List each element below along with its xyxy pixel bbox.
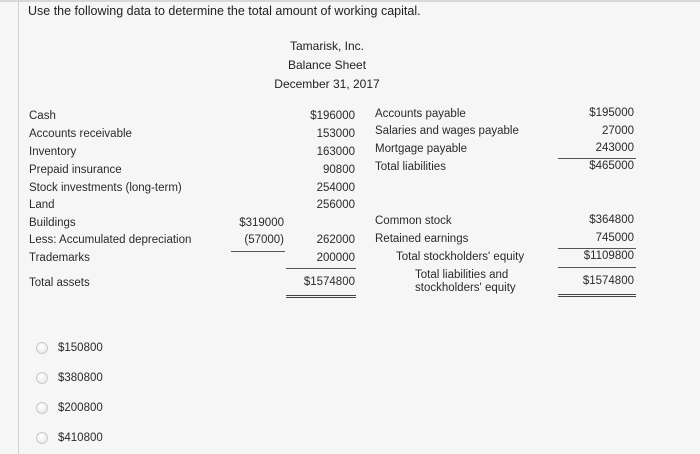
- top-border: [0, 0, 700, 2]
- liab-equity-double-rule-top: [558, 294, 636, 295]
- buildings-subtotal-rule: [231, 251, 285, 252]
- answer-option-label: $380800: [58, 372, 103, 384]
- left-border: [18, 0, 19, 454]
- asset-label-total-assets: Total assets: [29, 277, 90, 289]
- equity-label-common-stock: Common stock: [375, 215, 452, 227]
- liabilities-total-rule: [558, 158, 636, 159]
- liab-equity-total-rule: [558, 267, 636, 268]
- liability-value-total-liabilities: $465000: [589, 160, 634, 172]
- answer-option-4[interactable]: [36, 430, 103, 446]
- liability-value-accounts-payable: $195000: [589, 107, 634, 119]
- asset-value-accounts-receivable: 153000: [316, 128, 355, 140]
- answer-option-label: $200800: [58, 402, 103, 414]
- asset-label-buildings: Buildings: [29, 217, 76, 229]
- answer-option-label: $410800: [58, 432, 103, 444]
- liab-equity-double-rule-bottom: [558, 296, 636, 297]
- asset-label-cash: Cash: [29, 110, 56, 122]
- asset-label-inventory: Inventory: [29, 146, 77, 158]
- asset-value-stock-investments: 254000: [316, 182, 355, 194]
- company-name: Tamarisk, Inc.: [289, 39, 364, 53]
- equity-value-total-equity: $1109800: [583, 250, 634, 262]
- equity-total-rule: [558, 248, 636, 249]
- radio-button-icon[interactable]: [36, 372, 48, 384]
- asset-label-trademarks: Trademarks: [29, 252, 90, 264]
- question-text: Use the following data to determine the total amount of working capital.: [28, 4, 421, 18]
- asset-label-prepaid-insurance: Prepaid insurance: [29, 164, 122, 176]
- equity-value-retained-earnings: 745000: [595, 232, 634, 244]
- asset-value-prepaid-insurance: 90800: [323, 164, 355, 176]
- answer-option-label: $150800: [58, 342, 103, 354]
- statement-date: December 31, 2017: [274, 77, 380, 91]
- asset-value-land: 256000: [316, 199, 355, 211]
- asset-value-buildings-net: 262000: [316, 234, 355, 246]
- liability-label-salaries-payable: Salaries and wages payable: [375, 125, 519, 137]
- asset-label-land: Land: [29, 199, 55, 211]
- radio-button-icon[interactable]: [36, 342, 48, 354]
- asset-value-trademarks: 200000: [316, 252, 355, 264]
- equity-value-total-liab-equity: $1574800: [582, 275, 634, 287]
- assets-double-rule-top: [286, 295, 356, 296]
- answer-option-3[interactable]: [36, 400, 103, 416]
- asset-label-accounts-receivable: Accounts receivable: [29, 128, 132, 140]
- liability-label-mortgage-payable: Mortgage payable: [375, 143, 468, 155]
- answer-option-1[interactable]: [36, 340, 103, 356]
- assets-double-rule-bottom: [286, 297, 356, 298]
- liability-value-mortgage-payable: 243000: [595, 142, 634, 154]
- asset-value-cash: $196000: [310, 110, 355, 122]
- radio-button-icon[interactable]: [36, 402, 48, 414]
- buildings-gross-value: $319000: [239, 217, 284, 229]
- asset-label-accumulated-depreciation: Less: Accumulated depreciation: [29, 234, 192, 246]
- assets-total-rule: [286, 268, 356, 269]
- liability-value-salaries-payable: 27000: [602, 125, 634, 137]
- equity-label-total-liab-equity-line1: Total liabilities and: [415, 269, 509, 281]
- asset-label-stock-investments: Stock investments (long-term): [29, 182, 182, 194]
- liability-label-total-liabilities: Total liabilities: [375, 161, 446, 173]
- answer-option-2[interactable]: [36, 370, 103, 386]
- radio-button-icon[interactable]: [36, 432, 48, 444]
- equity-label-total-equity: Total stockholders' equity: [396, 251, 525, 263]
- liability-label-accounts-payable: Accounts payable: [375, 108, 466, 120]
- equity-label-total-liab-equity-line2: stockholders' equity: [415, 282, 516, 294]
- statement-title: Balance Sheet: [287, 58, 367, 72]
- asset-value-total-assets: $1574800: [303, 276, 355, 288]
- asset-value-inventory: 163000: [316, 146, 355, 158]
- equity-value-common-stock: $364800: [589, 214, 634, 226]
- equity-label-retained-earnings: Retained earnings: [375, 233, 469, 245]
- accum-depreciation-value: (57000): [244, 234, 284, 246]
